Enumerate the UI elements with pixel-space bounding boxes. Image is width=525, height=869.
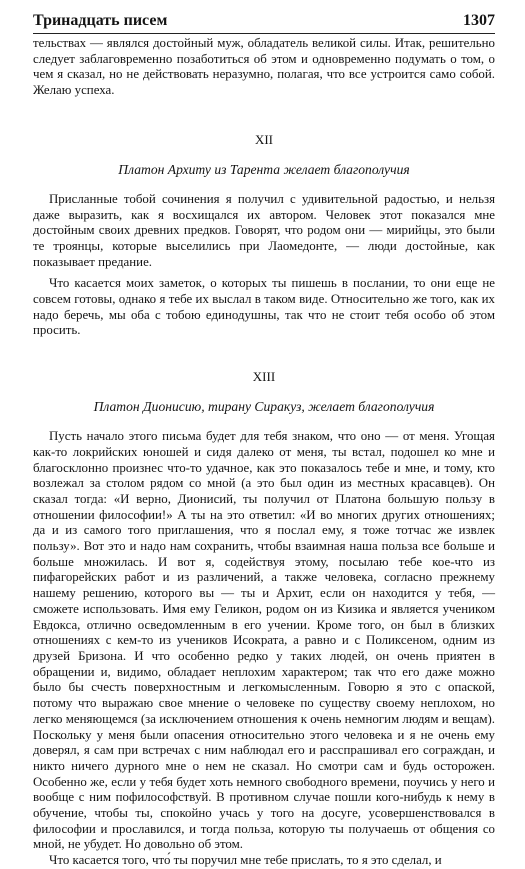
letter-13-number: XIII [252,369,276,385]
page-number: 1307 [463,12,495,29]
letter-12-paragraph: Присланные тобой сочинения я получил с удивительной радостью, и нельзя даже выразить, как я восхищался их автором. Человек этот показался мне достойным своих древних предков. Говорят, что родом они — мирийцы, это были те троянцы, которые выселились при Лаомедонте, — люди достойные, как показывает предание. [33,191,495,269]
running-header [33,0,495,34]
letter-12-paragraph: Что касается моих заметок, о которых ты пишешь в послании, то они еще не совсем готовы, однако я тебе их выслал в таком виде. Относительно же того, как их надо беречь, мы оба с тобою единодушны, так что не стоит тебя особо об этом просить. [33,276,495,338]
opening-paragraph: тельствах — являлся достойный муж, обладатель великой силы. Итак, решительно следует заблаговременно позаботиться об этом и одновременно подумать о том, о чем я сказал, но не действовать неразумно, полагая, что все устроится само собой. Желаю успеха. [33,36,495,98]
letter-12-title: Платон Архиту из Тарента желает благополучия [118,161,410,177]
letter-12-number: XII [254,131,274,147]
letter-13-paragraph: Что касается того, что́ ты поручил мне тебе прислать, то я это сделал, и [49,853,442,868]
book-title: Тринадцать писем [33,12,168,29]
letter-13-paragraph: Пусть начало этого письма будет для тебя знаком, что оно — от меня. Угощая как-то локрийских юношей и сидя далеко от меня, ты встал, подошел ко мне и благосклонно произнес что-то удачное, как это показалось тебе и мне, и тому, кто возлежал за столом рядом со мной (а это был один из местных красавцев). Он сказал тогда: «И верно, Дионисий, ты получил от Платона большую пользу в отношении философии!» А ты на это ответил: «И во многих других отношениях; да и из самого того приглашения, что я послал ему, я тоже тотчас же извлек пользу». Вот это и надо нам сохранить, чтобы взаимная наша польза все больше и больше множилась. И вот я, содействуя этому, посылаю тебе кое-что из пифагорейских работ и из различений, а также человека, согласно прежнему нашему решению, которого вы — ты и Архит, если он находится у тебя, — сможете использовать. Имя ему Геликон, родом он из Кизика и является учеником Евдокса, отлично осведомленным в его учении. Кроме того, он был в близких отношениях с кем-то из учеников Исократа, а равно и с Поликсеном, одним из друзей Бризона. И что особенно редко у таких людей, он очень приятен в обращении и, видимо, обладает неплохим характером; так что его даже можно было бы счесть поверхностным и легкомысленным. Говорю я это с опаской, потому что выражаю свое мнение о человеке по существу своему неплохом, но легко меняющемся (за исключением отношения к очень немногим людям и вещам). Поскольку у меня были опасения относительно этого человека и я не очень ему доверял, я сам при встречах с ним наблюдал его и расспрашивал его сограждан, и никто ничего дурного мне о нем не сказал. Но смотри сам и будь осторожен. Особенно же, если у тебя будет хоть немного свободного времени, поучись у него и вообще с ним пофилософствуй. В противном случае пошли кого-нибудь к нему в обучение, чтобы ты, спокойно учась у того на досуге, усовершенствовался в философии и прославился, и тогда польза, которую ты получаешь от общения со мной, не убудет. Но довольно об этом. [33,429,495,852]
letter-13-title: Платон Дионисию, тирану Сиракуз, желает благополучия [93,399,435,415]
